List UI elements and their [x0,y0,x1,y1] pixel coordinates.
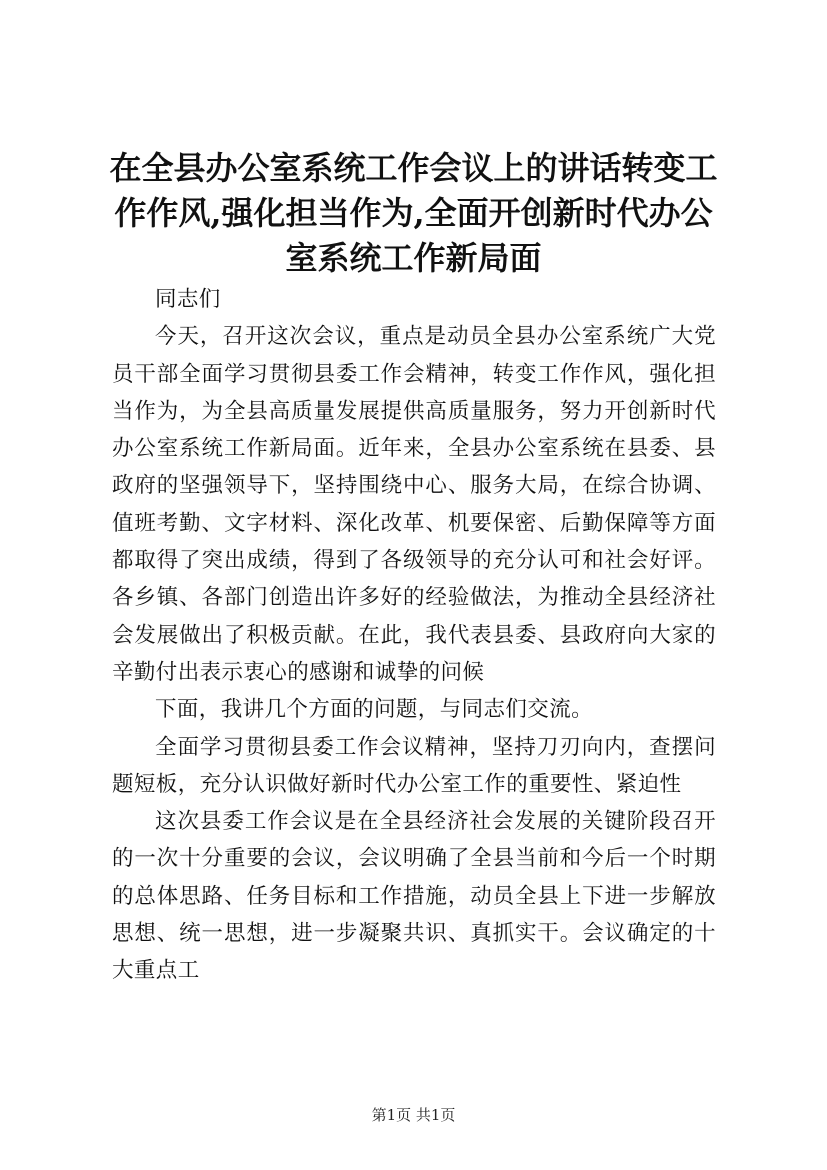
paragraph-meeting-significance: 这次县委工作会议是在全县经济社会发展的关键阶段召开的一次十分重要的会议，会议明确了全县当前和今后一个时期的总体思路、任务目标和工作措施，动员全县上下进一步解放思想、统一思想，进一步凝聚共识、真抓实干。会议确定的十大重点工 [112,809,716,984]
document-body [112,281,716,990]
paragraph-salutation: 同志们 [155,287,221,312]
paragraph-transition: 下面，我讲几个方面的问题，与同志们交流。 [155,697,594,723]
paragraph-section-heading: 全面学习贯彻县委工作会议精神，坚持刀刃向内，查摆问题短板，充分认识做好新时代办公室工作的重要性、紧迫性 [112,734,716,797]
paragraph-opening: 今天，召开这次会议，重点是动员全县办公室系统广大党员干部全面学习贯彻县委工作会精神，转变工作作风，强化担当作为，为全县高质量发展提供高质量服务，努力开创新时代办公室系统工作新局面。近年来，全县办公室系统在县委、县政府的坚强领导下，坚持围绕中心、服务大局，在综合协调、值班考勤、文字材料、深化改革、机要保密、后勤保障等方面都取得了突出成绩，得到了各级领导的充分认可和社会好评。各乡镇、各部门创造出许多好的经验做法，为推动全县经济社会发展做出了积极贡献。在此，我代表县委、县政府向大家的辛勤付出表示衷心的感谢和诚挚的问候 [112,324,716,685]
page-footer: 第1页 共1页 [371,1106,456,1124]
document-title: 在全县办公室系统工作会议上的讲话转变工作作风,强化担当作为,全面开创新时代办公室系统工作新局面 [109,149,718,277]
